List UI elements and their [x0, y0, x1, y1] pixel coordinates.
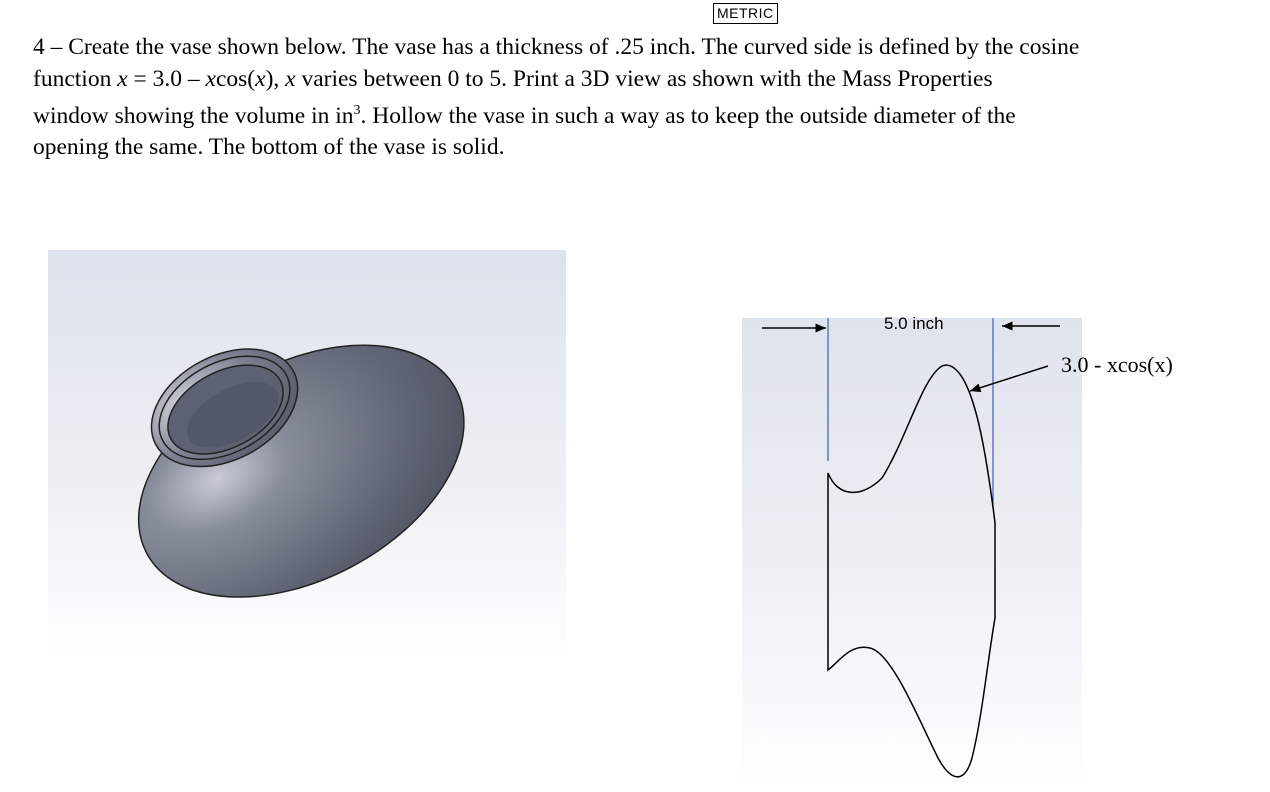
- cubic-superscript: 3: [353, 103, 361, 118]
- problem-text-1: Create the vase shown below. The vase has a thickness of .25 inch. The curved side is defined by the cosine: [62, 34, 1080, 60]
- eq-term: x: [205, 65, 216, 92]
- eq-rhs-prefix: = 3.0 –: [127, 65, 206, 92]
- after-eq: ,: [273, 65, 286, 92]
- eq-cos: cos(: [215, 65, 256, 92]
- problem-text-3: window showing the volume in in: [33, 102, 354, 129]
- vase-profile-sketch: [742, 318, 1082, 788]
- eq-close: ): [265, 65, 274, 92]
- dimension-label: 5.0 inch: [884, 314, 944, 333]
- curve-function-label: 3.0 - xcos(x): [1061, 352, 1173, 377]
- problem-line-3: [33, 95, 1248, 132]
- eq-lhs: x: [117, 65, 128, 92]
- profile-background: [742, 318, 1082, 788]
- problem-dash: –: [50, 34, 63, 60]
- metric-badge: METRIC: [713, 3, 778, 24]
- problem-text-3b: . Hollow the vase in such a way as to keep the outside diameter of the: [360, 102, 1016, 129]
- function-word: function: [33, 65, 118, 92]
- range-text: varies between 0 to 5. Print a 3D view as shown with the Mass Properties: [295, 65, 993, 92]
- problem-number: 4: [33, 34, 45, 60]
- problem-line-1: [33, 32, 1248, 64]
- problem-line-4: opening the same. The bottom of the vase is solid.: [33, 134, 505, 161]
- problem-line-2: [33, 64, 1248, 96]
- eq-arg: x: [255, 65, 266, 92]
- vase-3d-render: [48, 250, 566, 660]
- problem-statement: [33, 32, 1248, 164]
- range-variable: x: [285, 65, 296, 92]
